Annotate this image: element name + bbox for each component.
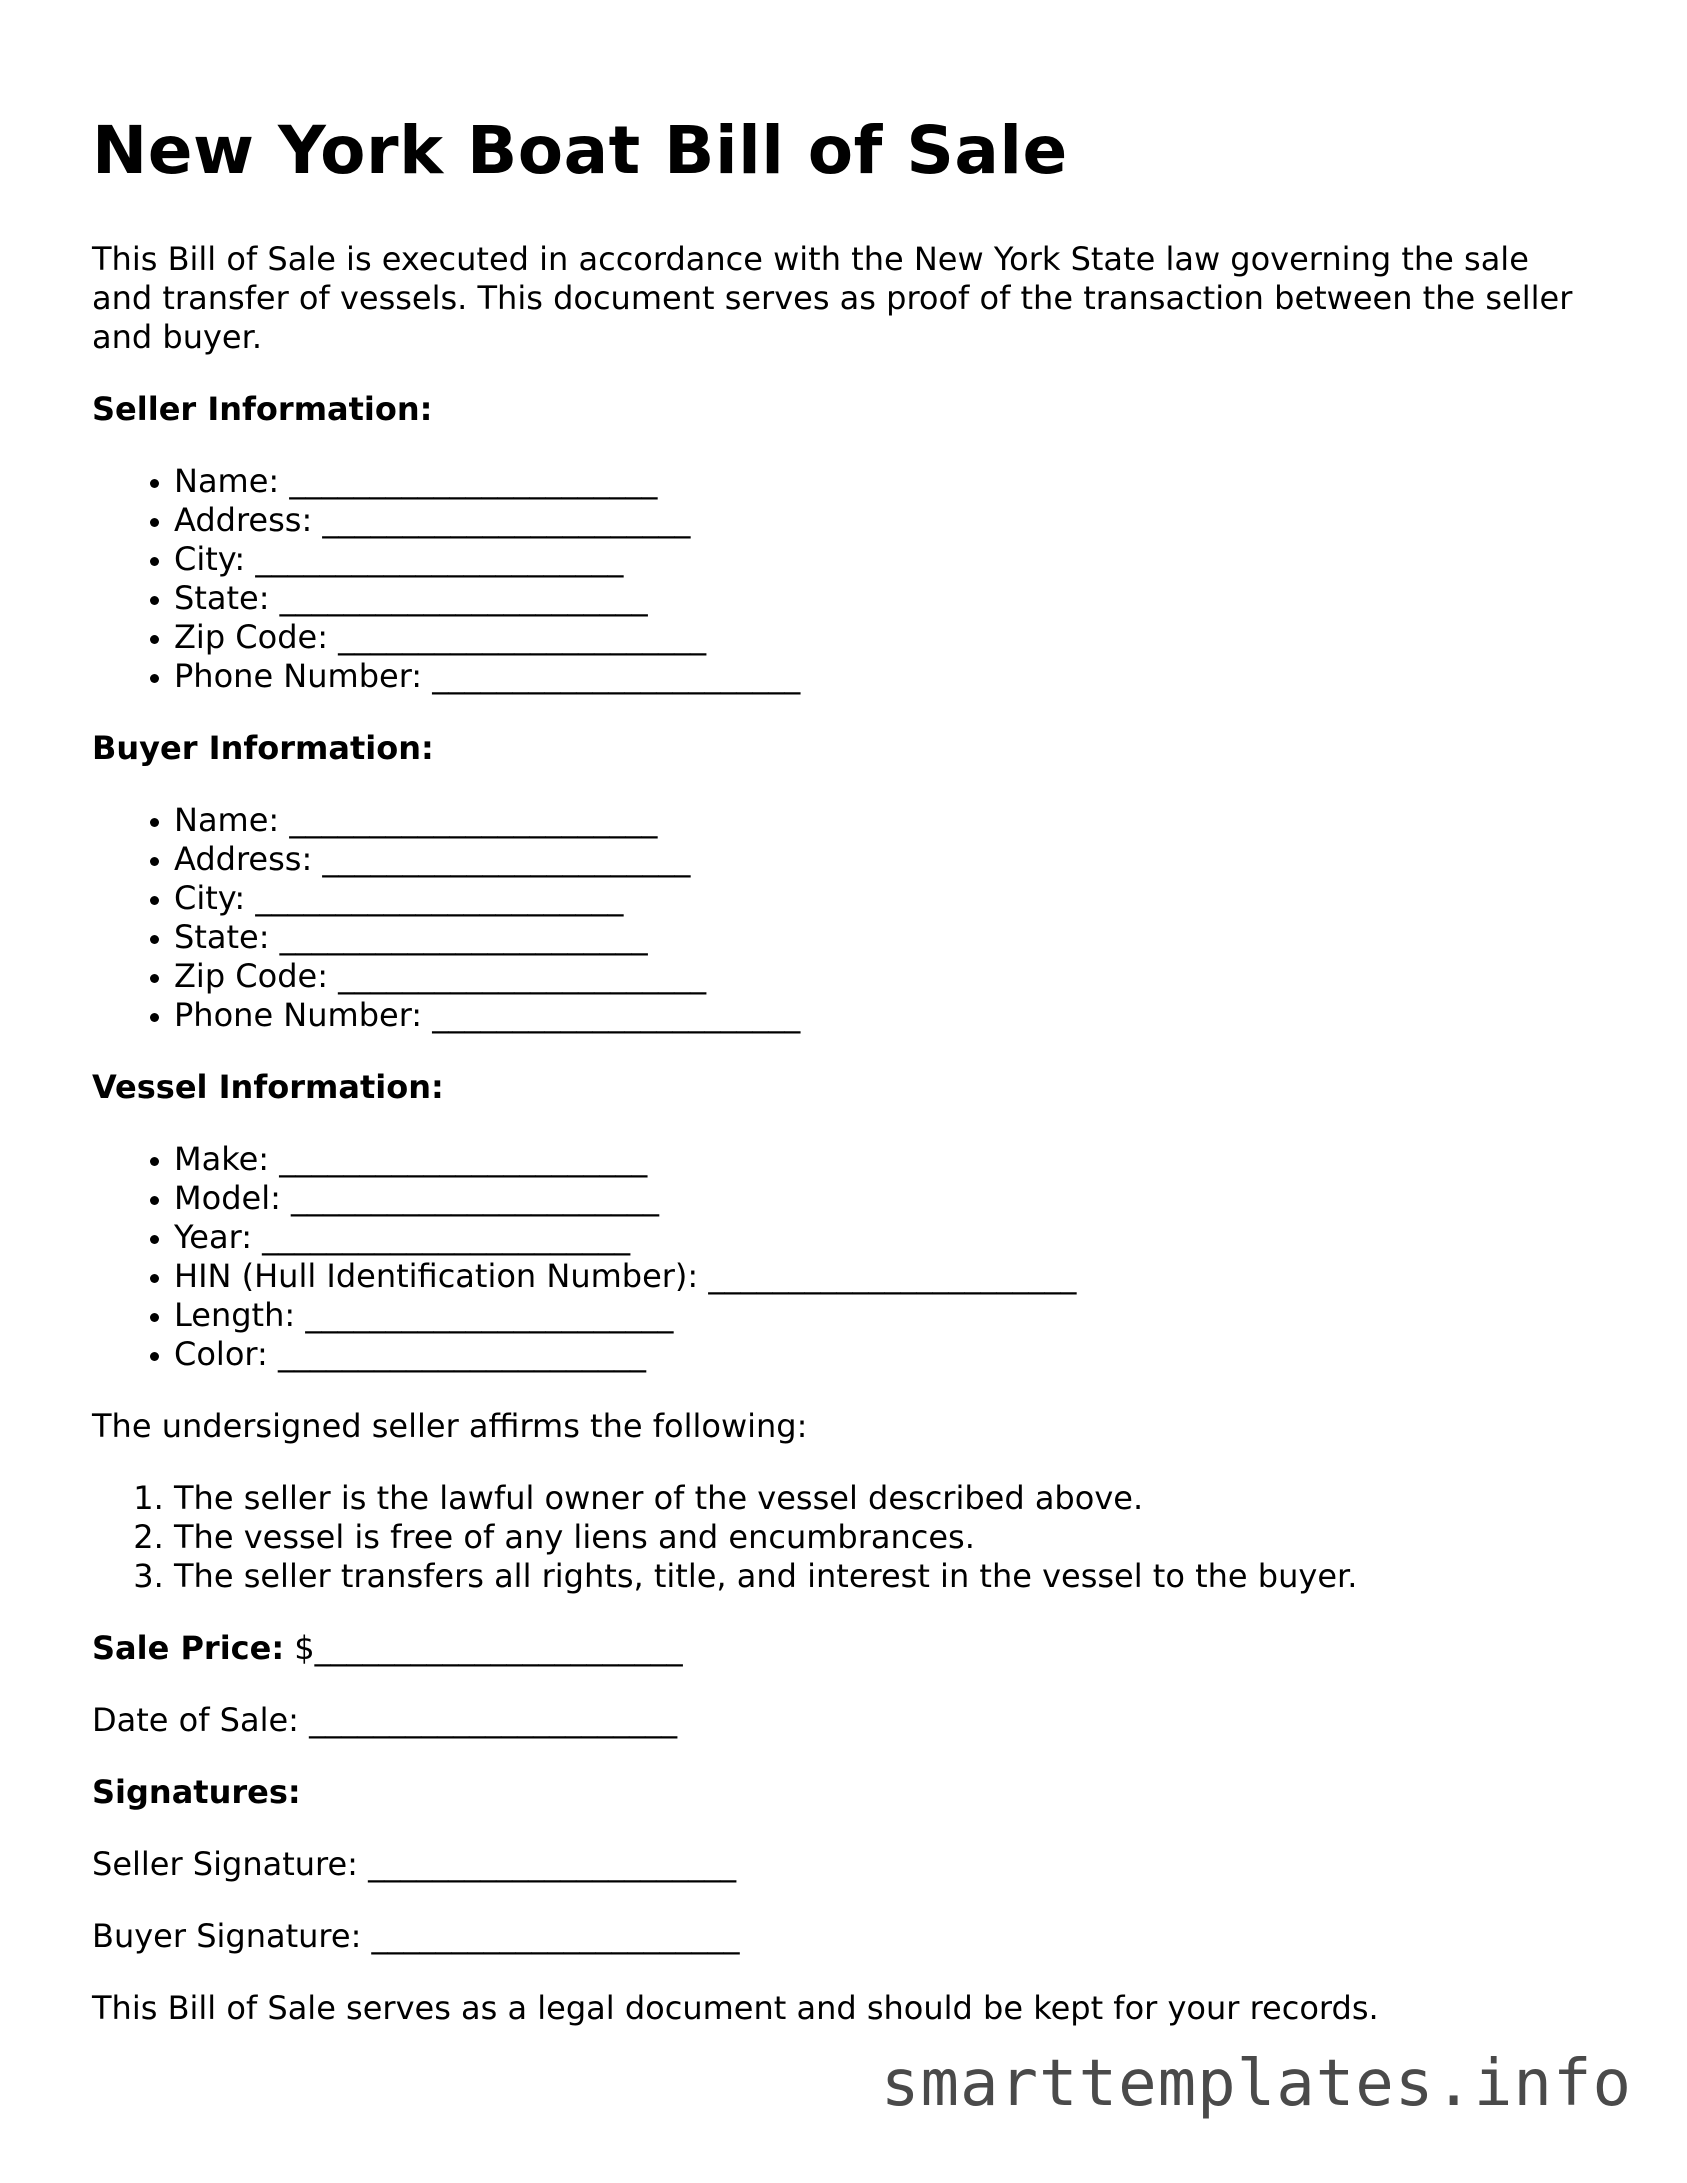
buyer-signature-line: Buyer Signature: _______________________ bbox=[92, 1917, 740, 1955]
document-title: New York Boat Bill of Sale bbox=[92, 112, 1068, 189]
vessel-color-field: • Color: _______________________ bbox=[174, 1335, 1592, 1374]
intro-paragraph: This Bill of Sale is executed in accordance with the New York State law governing the sale and transfer of vessels. This document serves as proof of the transaction between the seller and buyer. bbox=[92, 240, 1573, 356]
vessel-hin-field: • HIN (Hull Identification Number): _______________________ bbox=[174, 1257, 1592, 1296]
affirmation-item: 2. The vessel is free of any liens and encumbrances. bbox=[174, 1518, 1592, 1557]
vessel-length-field: • Length: _______________________ bbox=[174, 1296, 1592, 1335]
vessel-section-heading: Vessel Information: bbox=[92, 1068, 444, 1106]
signatures-heading: Signatures: bbox=[92, 1773, 301, 1811]
buyer-zip-field: • Zip Code: _______________________ bbox=[174, 957, 1592, 996]
seller-city-field: • City: _______________________ bbox=[174, 540, 1592, 579]
affirmation-lead: The undersigned seller affirms the following: bbox=[92, 1407, 808, 1445]
vessel-info-list bbox=[92, 1140, 1592, 1374]
seller-signature-line: Seller Signature: _______________________ bbox=[92, 1845, 737, 1883]
vessel-year-field: • Year: _______________________ bbox=[174, 1218, 1592, 1257]
sale-price-blank: $_______________________ bbox=[284, 1629, 683, 1667]
seller-phone-field: • Phone Number: _______________________ bbox=[174, 657, 1592, 696]
buyer-name-field: • Name: _______________________ bbox=[174, 801, 1592, 840]
seller-section-heading: Seller Information: bbox=[92, 390, 433, 428]
seller-info-list bbox=[92, 462, 1592, 696]
buyer-section-heading: Buyer Information: bbox=[92, 729, 434, 767]
seller-address-field: • Address: _______________________ bbox=[174, 501, 1592, 540]
closing-statement: This Bill of Sale serves as a legal document and should be kept for your records. bbox=[92, 1989, 1379, 2027]
affirmation-item: 1. The seller is the lawful owner of the vessel described above. bbox=[174, 1479, 1592, 1518]
seller-name-field: • Name: _______________________ bbox=[174, 462, 1592, 501]
affirmation-item: 3. The seller transfers all rights, title, and interest in the vessel to the buyer. bbox=[174, 1557, 1592, 1596]
buyer-state-field: • State: _______________________ bbox=[174, 918, 1592, 957]
sale-price-label: Sale Price: bbox=[92, 1629, 285, 1667]
vessel-model-field: • Model: _______________________ bbox=[174, 1179, 1592, 1218]
buyer-phone-field: • Phone Number: _______________________ bbox=[174, 996, 1592, 1035]
seller-state-field: • State: _______________________ bbox=[174, 579, 1592, 618]
watermark: smarttemplates.info bbox=[880, 2047, 1632, 2121]
seller-zip-field: • Zip Code: _______________________ bbox=[174, 618, 1592, 657]
sale-price-line bbox=[92, 1629, 1592, 1668]
document-body bbox=[92, 240, 1592, 2028]
date-of-sale-line: Date of Sale: _______________________ bbox=[92, 1701, 678, 1739]
buyer-address-field: • Address: _______________________ bbox=[174, 840, 1592, 879]
vessel-make-field: • Make: _______________________ bbox=[174, 1140, 1592, 1179]
affirmation-list bbox=[92, 1479, 1592, 1596]
buyer-info-list bbox=[92, 801, 1592, 1035]
buyer-city-field: • City: _______________________ bbox=[174, 879, 1592, 918]
